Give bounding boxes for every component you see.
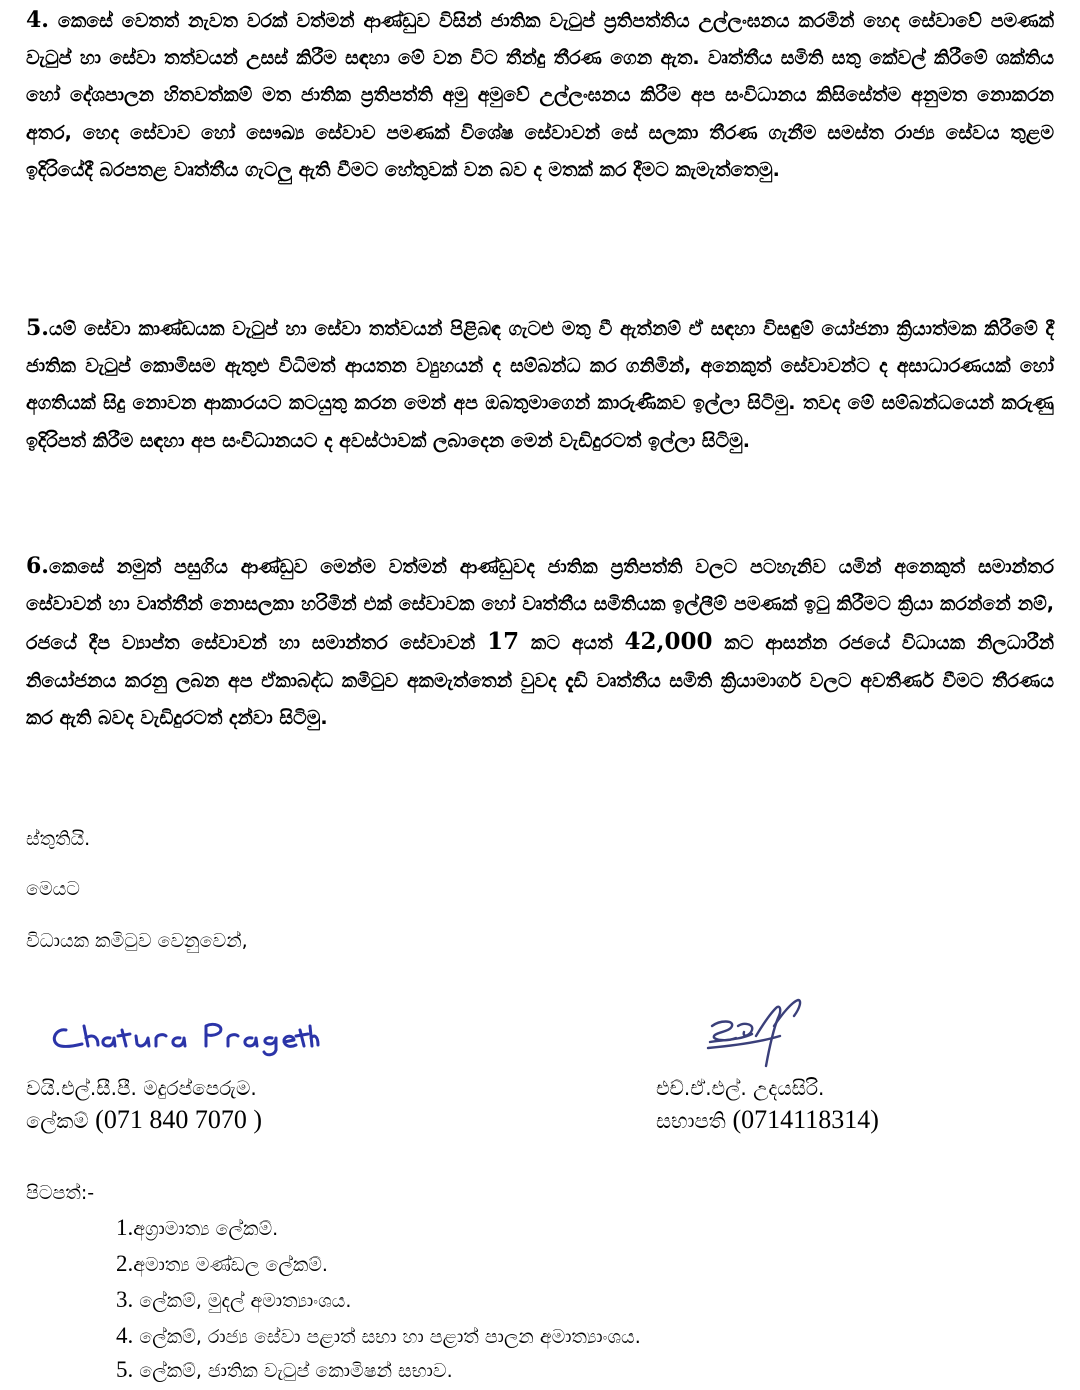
copy-item: 4. ලේකම්, රාජ්‍ය සේවා පළාත් සභා හා පළාත් පාලන අමාත්‍යාංශය. — [116, 1323, 641, 1348]
paragraph-5-number: 5. — [26, 315, 49, 341]
copy-item: 3. ලේකම්, මුදල් අමාත්‍යාංශය. — [116, 1287, 352, 1312]
closing-yours: මෙයට — [26, 878, 80, 900]
paragraph-4-number: 4. — [26, 7, 49, 33]
chairman-name: එච්.ඒ.එල්. උදයසිරි. — [656, 1076, 825, 1100]
paragraph-4-text: කෙසේ වෙතත් නැවත වරක් වත්මන් ආණ්ඩුව විසින් ජාතික වැටුප් ප්‍රතිපත්තිය උල්ලංඝනය කරමින් හෙද සේවාවේ පමණක් වැටුප් හා සේවා තත්වයන් උසස් කිරීම සඳහා මේ වන විට තීන්දු තීරණ ගෙන ඇත. වෘත්තීය සමිති සතු කේවල් කිරීමේ ශක්තිය හෝ දේශපාලන හිතවත්කම් මත ජාතික ප්‍රතිපත්ති අමු අමුවේ උල්ලංඝනය කිරීම අප සංවිධානය කිසිසේත්ම අනුමත නොකරන අතර, හෙද සේවාව හෝ සෞඛ්‍ය සේවාව පමණක් විශේෂ සේවාවන් සේ සලකා තීරණ ගැනීම සමස්ත රාජ්‍ය සේවය තුළම ඉදිරියේදී බරපතළ වෘත්තීය ගැටලු ඇති වීමට හේතුවක් වන බව ද මතක් කර දීමට කැමැත්තෙමු. — [26, 10, 1054, 181]
chairman-title-line — [656, 1105, 879, 1136]
secretary-phone: (071 840 7070 ) — [95, 1105, 262, 1134]
chairman-signature — [700, 996, 810, 1072]
secretary-title-line — [26, 1105, 262, 1136]
paragraph-5-text: යම් සේවා කාණ්ඩයක වැටුප් හා සේවා තත්වයන් පිළිබඳ ගැටළු මතු වී ඇත්නම් ඒ සඳහා විසඳුම් යෝජනා ක්‍රියාත්මක කිරීමේ දී ජාතික වැටුප් කොමිසම ඇතුළු විධිමත් ආයතන ව්‍යුහයන් ද සම්බන්ධ කර ගනිමින්, අනෙකුත් සේවාවන්ට ද අසාධාරණයක් හෝ අගතියක් සිදු නොවන ආකාරයට කටයුතු කරන මෙන් අප ඔබතුමාගෙන් කාරුණිකව ඉල්ලා සිටිමු. තවද මේ සම්බන්ධයෙන් කරුණු ඉදිරිපත් කිරීම සඳහා අප සංවිධානයට ද අවස්ථාවක් ලබාදෙන මෙන් වැඩිදුරටත් ඉල්ලා සිටිමු. — [26, 318, 1054, 452]
officers-count: 42,000 — [624, 628, 713, 656]
paragraph-6-text-a: කෙසේ නමුත් පසුගිය ආණ්ඩුව මෙන්ම වත්මන් ආණ්ඩුවද ජාතික ප්‍රතිපත්ති වලට පටහැනිව යමින් අනෙකුත් සමාන්තර සේවාවන් හා වෘත්තීන් නොසලකා හරිමින් එක් සේවාවක හෝ වෘත්තීය සමිතියක ඉල්ලීම් පමණක් ඉටු කිරීමට ක්‍රියා කරන්නේ නම්, රජයේ දීප ව්‍යාප්ත සේවාවන් හා සමාන්තර සේවාවන් — [26, 556, 1054, 655]
copy-item: 5. ලේකම්, ජාතික වැටුප් කොමිෂන් සභාව. — [116, 1357, 453, 1382]
closing-thanks: ස්තුතියි. — [26, 828, 91, 850]
paragraph-6-text-c: කට ආසන්න රජයේ විධායක නිලධාරීන් නියෝජනය කරනු ලබන අප ඒකාබද්ධ කමිටුව අකමැත්තෙන් වුවද දැඩි වෘත්තීය සමිති ක්‍රියාමාර්ග වලට අවතීර්ණ වීමට තීරණය කර ඇති බවද වැඩිදුරටත් දන්වා සිටිමු. — [26, 632, 1055, 729]
secretary-name: වයි.එල්.සී.පී. මදුරප්පෙරුම. — [26, 1076, 257, 1100]
paragraph-6-number: 6. — [26, 553, 49, 579]
paragraph-5 — [26, 310, 1054, 460]
services-count: 17 — [487, 628, 520, 656]
paragraph-4 — [26, 2, 1054, 189]
chairman-title: සභාපති — [656, 1109, 726, 1133]
copy-item: 2.අමාත්‍ය මණ්ඩල ලේකම්. — [116, 1251, 328, 1276]
chairman-phone: (0714118314) — [732, 1105, 879, 1134]
closing-on-behalf: විධායක කමිටුව වෙනුවෙන්, — [26, 930, 248, 952]
secretary-signature — [48, 1012, 318, 1058]
copy-item: 1.අග්‍රාමාත්‍ය ලේකම්. — [116, 1215, 279, 1240]
paragraph-6-text-b: කට අයත් — [519, 632, 625, 655]
copies-heading: පිටපත්:- — [26, 1182, 95, 1204]
paragraph-6 — [26, 548, 1054, 737]
secretary-title: ලේකම් — [26, 1109, 89, 1133]
